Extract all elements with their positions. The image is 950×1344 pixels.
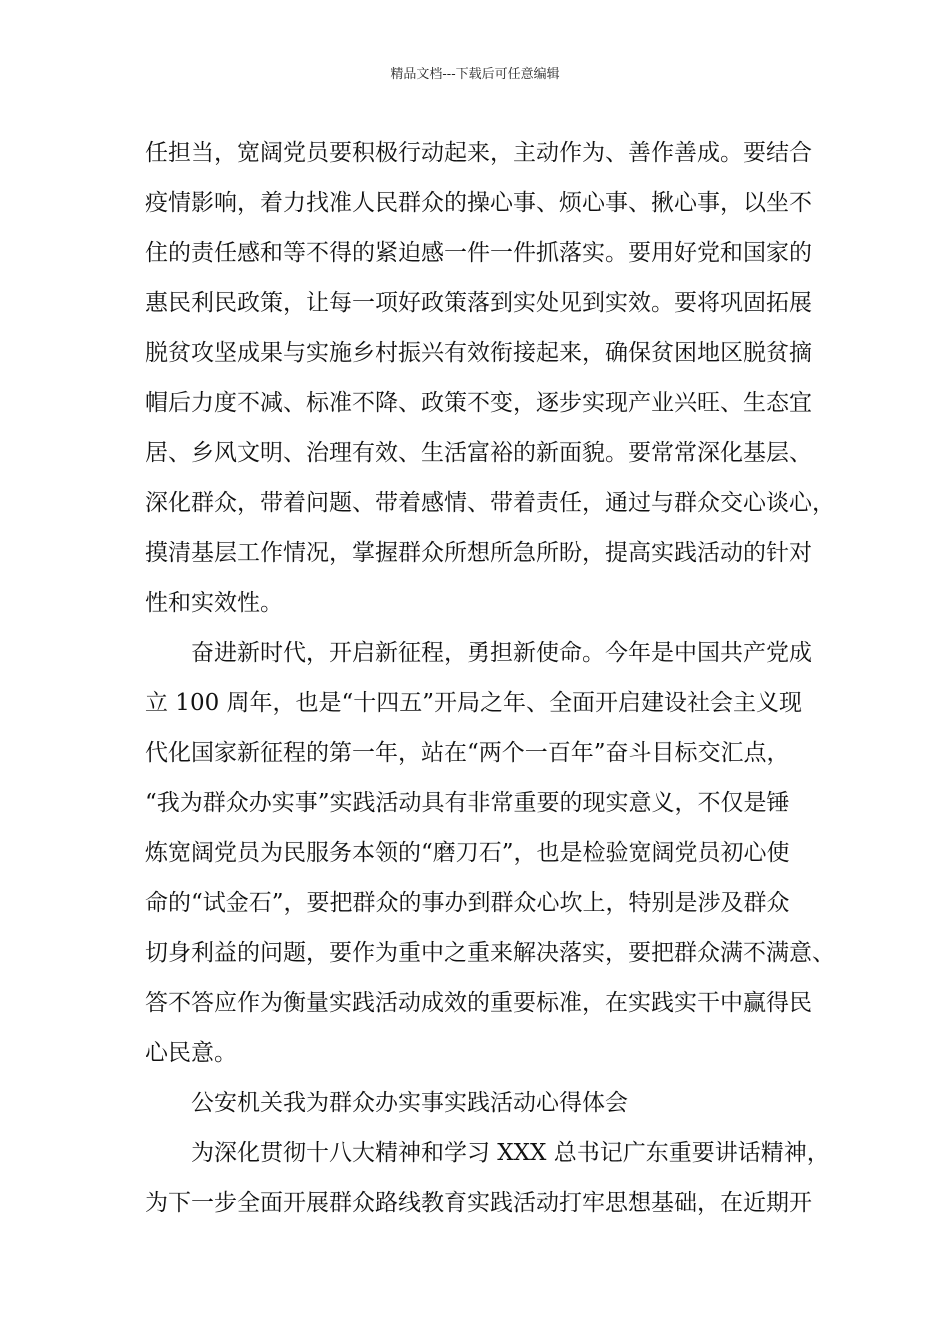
page-header: 精品文档---下载后可任意编辑 xyxy=(390,67,560,82)
text-line: 为深化贯彻十八大精神和学习 XXX 总书记广东重要讲话精神， xyxy=(191,1140,830,1166)
text-line: 深化群众，带着问题、带着感情、带着责任，通过与群众交心谈心， xyxy=(145,490,835,516)
text-line: 脱贫攻坚成果与实施乡村振兴有效衔接起来，确保贫困地区脱贫摘 xyxy=(145,340,812,366)
text-line: 惠民利民政策，让每一项好政策落到实处见到实效。要将巩固拓展 xyxy=(145,290,812,316)
text-line: 任担当，宽阔党员要积极行动起来，主动作为、善作善成。要结合 xyxy=(145,140,812,166)
text-line: 奋进新时代，开启新征程，勇担新使命。今年是中国共产党成 xyxy=(191,640,812,666)
text-line: 疫情影响，着力找准人民群众的操心事、烦心事、揪心事，以坐不 xyxy=(145,190,812,216)
text-line: 帽后力度不减、标准不降、政策不变，逐步实现产业兴旺、生态宜 xyxy=(145,390,812,416)
text-line: 答不答应作为衡量实践活动成效的重要标准，在实践实干中赢得民 xyxy=(145,990,812,1016)
text-line: 炼宽阔党员为民服务本领的“磨刀石”，也是检验宽阔党员初心使 xyxy=(145,840,790,866)
text-line: 公安机关我为群众办实事实践活动心得体会 xyxy=(191,1090,628,1116)
paragraph xyxy=(145,128,835,628)
paragraph xyxy=(145,1128,835,1228)
text-line: 代化国家新征程的第一年，站在“两个一百年”奋斗目标交汇点， xyxy=(145,740,790,766)
document-body xyxy=(145,128,835,1228)
text-line: 切身利益的问题，要作为重中之重来解决落实，要把群众满不满意、 xyxy=(145,940,835,966)
text-line: 为下一步全面开展群众路线教育实践活动打牢思想基础，在近期开 xyxy=(145,1190,812,1216)
text-line: 立 100 周年，也是“十四五”开局之年、全面开启建设社会主义现 xyxy=(145,690,803,716)
paragraph xyxy=(145,628,835,1078)
text-line: 住的责任感和等不得的紧迫感一件一件抓落实。要用好党和国家的 xyxy=(145,240,812,266)
text-line: 性和实效性。 xyxy=(145,590,283,616)
text-line: 摸清基层工作情况，掌握群众所想所急所盼，提高实践活动的针对 xyxy=(145,540,812,566)
text-line: 命的“试金石”，要把群众的事办到群众心坎上，特别是涉及群众 xyxy=(145,890,790,916)
text-line: “我为群众办实事”实践活动具有非常重要的现实意义，不仅是锤 xyxy=(145,790,790,816)
text-line: 心民意。 xyxy=(145,1040,237,1066)
paragraph xyxy=(145,1078,835,1128)
text-line: 居、乡风文明、治理有效、生活富裕的新面貌。要常常深化基层、 xyxy=(145,440,812,466)
